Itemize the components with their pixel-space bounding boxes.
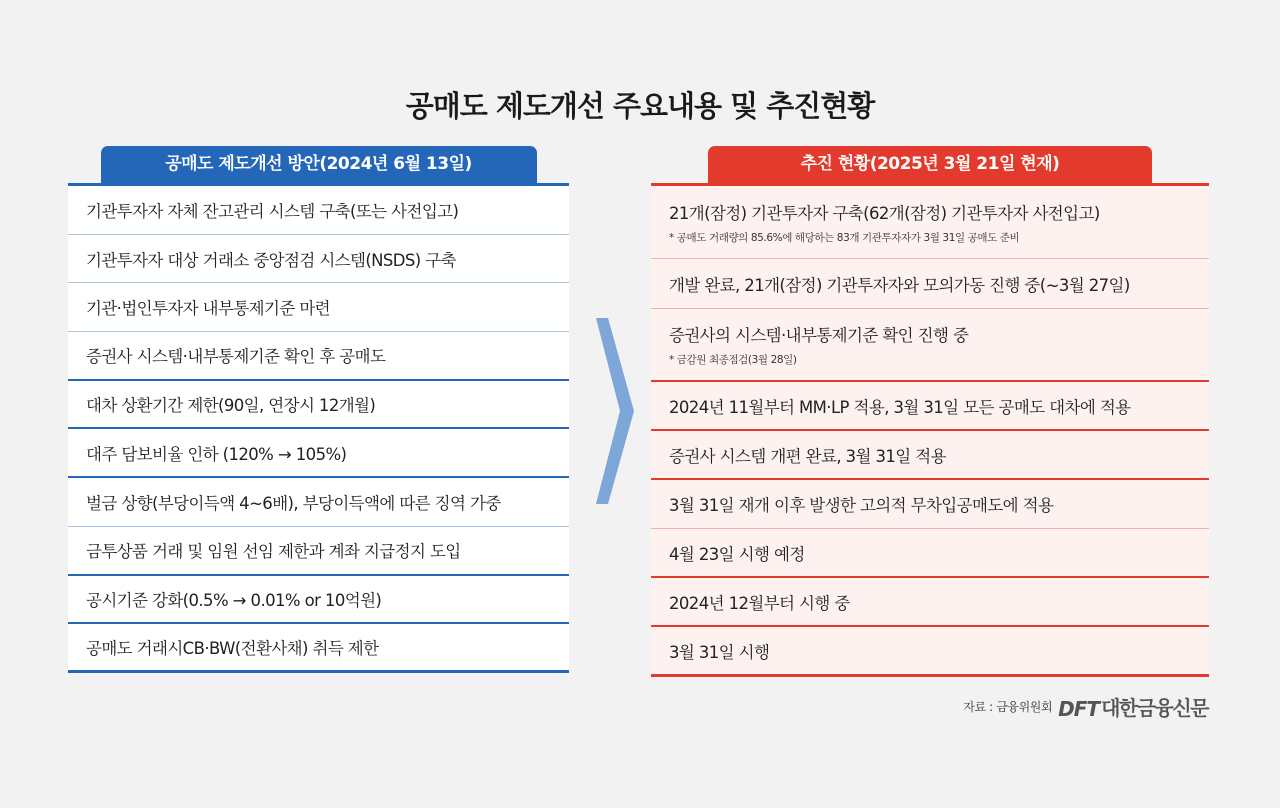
plan-row: 공시기준 강화(0.5% → 0.01% or 10억원): [68, 576, 569, 625]
status-row: 증권사 시스템 개편 완료, 3월 31일 적용: [651, 431, 1209, 480]
plan-row: 금투상품 거래 및 임원 선임 제한과 계좌 지급정지 도입: [68, 527, 569, 576]
status-row: 2024년 12월부터 시행 중: [651, 578, 1209, 627]
status-row: 개발 완료, 21개(잠정) 기관투자자와 모의가동 진행 중(~3월 27일): [651, 259, 1209, 309]
status-row: 3월 31일 시행: [651, 627, 1209, 677]
plan-row: 대주 담보비율 인하 (120% → 105%): [68, 429, 569, 478]
source-text: 자료 : 금융위원회: [963, 700, 1053, 714]
status-row: 증권사의 시스템·내부통제기준 확인 진행 중 * 금감원 최종점검(3월 28일): [651, 309, 1209, 382]
plan-row: 벌금 상향(부당이득액 4~6배), 부당이득액에 따른 징역 가중: [68, 478, 569, 527]
status-header: 추진 현황(2025년 3월 21일 현재): [708, 146, 1152, 183]
status-row: 21개(잠정) 기관투자자 구축(62개(잠정) 기관투자자 사전입고) * 공매도 거래량의 85.6%에 해당하는 83개 기관투자자가 3월 31일 공매도 준비: [651, 186, 1209, 259]
plan-row: 증권사 시스템·내부통제기준 확인 후 공매도: [68, 332, 569, 381]
newspaper-logo: [1058, 692, 1208, 721]
improvement-plan-column: [68, 146, 569, 673]
source-credit: [963, 692, 1208, 721]
plan-row: 기관투자자 대상 거래소 중앙점검 시스템(NSDS) 구축: [68, 235, 569, 284]
status-row: 4월 23일 시행 예정: [651, 529, 1209, 578]
plan-row: 대차 상환기간 제한(90일, 연장시 12개월): [68, 381, 569, 430]
plan-row: 공매도 거래시CB·BW(전환사채) 취득 제한: [68, 624, 569, 673]
chevron-right-icon: [596, 318, 636, 504]
logo-mark: DFT: [1058, 697, 1100, 721]
page-title: 공매도 제도개선 주요내용 및 추진현황: [405, 89, 875, 123]
plan-table: [68, 183, 569, 673]
progress-status-column: [651, 146, 1209, 677]
status-table: [651, 183, 1209, 677]
status-row: 3월 31일 재개 이후 발생한 고의적 무차입공매도에 적용: [651, 480, 1209, 529]
logo-name: 대한금융신문: [1101, 696, 1208, 720]
status-row: 2024년 11월부터 MM·LP 적용, 3월 31일 모든 공매도 대차에 적용: [651, 382, 1209, 431]
plan-row: 기관·법인투자자 내부통제기준 마련: [68, 283, 569, 332]
plan-row: 기관투자자 자체 잔고관리 시스템 구축(또는 사전입고): [68, 186, 569, 235]
plan-header: 공매도 제도개선 방안(2024년 6월 13일): [101, 146, 537, 183]
